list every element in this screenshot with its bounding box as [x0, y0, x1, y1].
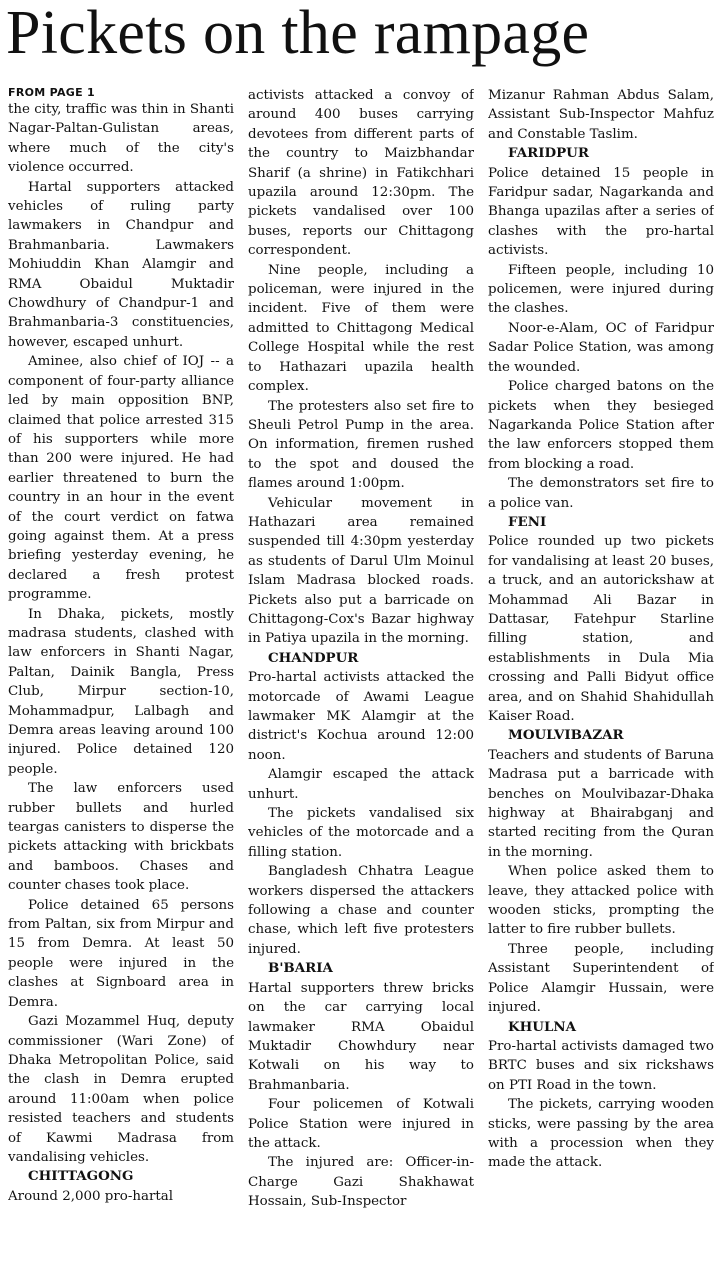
paragraph: Police detained 65 persons from Paltan, six from Mirpur and 15 from Demra. At least 50 people were injured in the clashes at Signboard area in Demra. — [8, 897, 234, 1010]
paragraph: Police rounded up two pickets for vandalising at least 20 buses, a truck, and an autorickshaw at Mohammad Ali Bazar in Dattasar, Fatehpur Starline filling station, and establishments in Dula Mia crossing and Palli Bidyut office area, and on Shahid Shahidullah Kaiser Road. — [488, 534, 714, 724]
paragraph: the city, traffic was thin in Shanti Nagar-Paltan-Gulistan areas, where much of the city's violence occurred. — [8, 102, 234, 176]
paragraph: Three people, including Assistant Superintendent of Police Alamgir Hussain, were injured. — [488, 941, 714, 1016]
paragraph: Police charged batons on the pickets when they besieged Nagarkanda Police Station after the law enforcers stopped them from blocking a road. — [488, 379, 714, 472]
paragraph: The pickets, carrying wooden sticks, were passing by the area with a procession when they made the attack. — [488, 1097, 714, 1171]
paragraph: Mizanur Rahman Abdus Salam, Assistant Sub-Inspector Mahfuz and Constable Taslim. — [488, 88, 714, 142]
paragraph: The protesters also set fire to Sheuli Petrol Pump in the area. On information, firemen rushed to the spot and doused the flames around 1:00pm. — [248, 398, 474, 492]
subhead-moulvibazar: MOULVIBAZAR — [508, 727, 624, 744]
paragraph: The law enforcers used rubber bullets and hurled teargas canisters to disperse the pickets attacking with brickbats and bamboos. Chases and counter chases took place. — [8, 781, 234, 894]
subhead-feni: FENI — [508, 513, 547, 530]
paragraph: Hartal supporters threw bricks on the car carrying local lawmaker RMA Obaidul Muktadir Chowhdury near Kotwali on his way to Brahmanbaria. — [248, 980, 474, 1093]
paragraph: When police asked them to leave, they attacked police with wooden sticks, prompting the latter to fire rubber bullets. — [488, 864, 714, 938]
paragraph: Alamgir escaped the attack unhurt. — [248, 767, 474, 802]
subhead-bbaria: B'BARIA — [268, 960, 333, 977]
paragraph: Pro-hartal activists attacked the motorcade of Awami League lawmaker MK Alamgir at the district's Kochua around 12:00 noon. — [248, 670, 474, 763]
subhead-khulna: KHULNA — [508, 1018, 577, 1035]
paragraph: Gazi Mozammel Huq, deputy commissioner (Wari Zone) of Dhaka Metropolitan Police, said the clash in Demra erupted around 11:00am when police resisted teachers and students of Kawmi Madrasa from vandalising vehicles. — [8, 1014, 234, 1165]
paragraph: Vehicular movement in Hathazari area remained suspended till 4:30pm yesterday as students of Darul Ulm Moinul Islam Madrasa blocked roads. Pickets also put a barricade on Chittagong-Cox's Bazar highway in Patiya upazila in the morning. — [248, 495, 474, 647]
subhead-chittagong: CHITTAGONG — [28, 1168, 134, 1185]
article-column-3 — [488, 86, 714, 1266]
paragraph: Police detained 15 people in Faridpur sadar, Nagarkanda and Bhanga upazilas after a series of clashes with the pro-hartal activists. — [488, 165, 714, 259]
paragraph: Around 2,000 pro-hartal — [8, 1188, 174, 1204]
article-column-2 — [248, 86, 474, 1266]
paragraph: activists attacked a convoy of around 400 buses carrying devotees from different parts of the country to Maizbhandar Sharif (a shrine) in Fatikchhari upazila around 12:30pm. The pickets vandalised over 100 buses, reports our Chittagong correspondent. — [248, 88, 474, 259]
paragraph: Pro-hartal activists damaged two BRTC buses and six rickshaws on PTI Road in the town. — [488, 1038, 714, 1093]
from-page-kicker: FROM PAGE 1 — [8, 86, 96, 99]
headline: Pickets on the rampage — [6, 0, 590, 67]
article-column-1 — [8, 86, 234, 1266]
subhead-chandpur: CHANDPUR — [268, 649, 359, 666]
paragraph: Four policemen of Kotwali Police Station were injured in the attack. — [248, 1097, 474, 1151]
paragraph: Aminee, also chief of IOJ -- a component of four-party alliance led by main opposition BNP, claimed that police arrested 315 of his supporters while more than 200 were injured. He had earlier threatened to burn the country in an hour in the event of the court verdict on fatwa going against them. At a press briefing yesterday evening, he declared a fresh protest programme. — [8, 354, 234, 603]
paragraph: Bangladesh Chhatra League workers dispersed the attackers following a chase and counter chase, which left five protesters injured. — [248, 864, 474, 957]
paragraph: Teachers and students of Baruna Madrasa put a barricade with benches on Moulvibazar-Dhaka highway at Bhairabganj and started reciting from the Quran in the morning. — [488, 747, 714, 860]
paragraph: The pickets vandalised six vehicles of the motorcade and a filling station. — [248, 806, 474, 860]
paragraph: Nine people, including a policeman, were injured in the incident. Five of them were admitted to Chittagong Medical College Hospital while the rest to Hathazari upazila health complex. — [248, 262, 474, 395]
paragraph: Noor-e-Alam, OC of Faridpur Sadar Police Station, was among the wounded. — [488, 320, 714, 375]
paragraph: Hartal supporters attacked vehicles of ruling party lawmakers in Chandpur and Brahmanbaria. Lawmakers Mohiuddin Khan Alamgir and RMA Obaidul Muktadir Chowdhury of Chandpur-1 and Brahmanbaria-3 constituencies, however, escaped unhurt. — [8, 179, 234, 350]
subhead-faridpur: FARIDPUR — [508, 145, 589, 162]
paragraph: The demonstrators set fire to a police van. — [488, 476, 714, 511]
paragraph: Fifteen people, including 10 policemen, were injured during the clashes. — [488, 262, 714, 317]
paragraph: In Dhaka, pickets, mostly madrasa students, clashed with law enforcers in Shanti Nagar, Paltan, Dainik Bangla, Press Club, Mirpur section-10, Mohammadpur, Lalbagh and Demra areas leaving around 100 injured. Police detained 120 people. — [8, 606, 234, 777]
paragraph: The injured are: Officer-in-Charge Gazi Shakhawat Hossain, Sub-Inspector — [248, 1155, 474, 1210]
